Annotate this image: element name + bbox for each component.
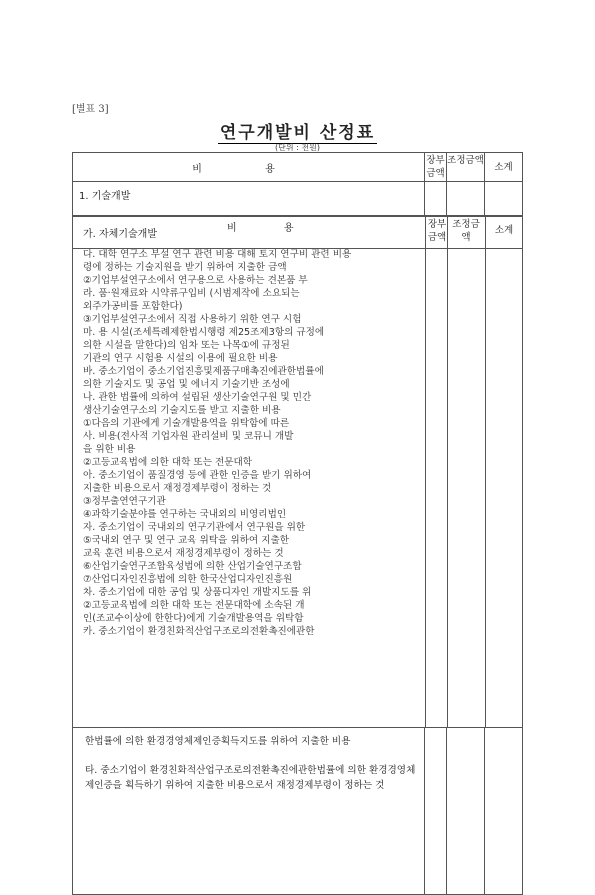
- body-line: ②고등교육법에 의한 대학 또는 전문대학: [83, 457, 253, 468]
- body-line: 을 위한 비용: [83, 444, 136, 455]
- body-cell: [73, 216, 523, 728]
- body-line: 아. 중소기업이 품질경영 등에 관한 인증을 받기 위하여: [83, 470, 312, 481]
- page-label: [별표 3]: [72, 104, 109, 115]
- body-line: 다. 대학 연구소 부설 연구 관련 비용 대해 토지 연구비 관련 비용: [83, 249, 352, 260]
- body-line: 나. 관한 법률에 의하여 설립된 생산기술연구원 및 민간: [83, 392, 312, 403]
- body-line: ③정부출연연구기관: [83, 496, 166, 507]
- subsection-label: 가. 자체기술개발: [83, 229, 157, 240]
- section-technology-development: 1. 기술개발: [73, 182, 425, 216]
- body-line: ⑦산업디자인진흥법에 의한 한국산업디자인진흥원: [83, 574, 293, 585]
- subsection-adjusted-amount: 조정금액: [452, 219, 480, 243]
- tail-line: 타. 중소기업이 환경친화적산업구조로의전환촉진에관한법률에 의한 환경경영체제인증을 획득하기 위하여 지출한 비용으로서 재정경제부령이 정하는 것: [85, 765, 416, 791]
- body-line: 교육 훈련 비용으로서 재정경제부령이 정하는 것: [83, 548, 284, 559]
- unit-label: (단위 : 천원): [275, 143, 320, 152]
- body-line: 마. 용 시설(조세특례제한법시행령 제25조제3항의 규정에: [83, 327, 325, 338]
- body-line: ②기업부설연구소에서 연구용으로 사용하는 견본품 부: [83, 275, 308, 286]
- header-adjusted-amount: 조정금액: [447, 153, 485, 182]
- body-line: ②고등교육법에 의한 대학 또는 전문대학에 소속된 개: [83, 600, 305, 611]
- body-line: 차. 중소기업에 대한 공업 및 상품디자인 개발지도를 위: [83, 587, 312, 598]
- body-row: [73, 216, 523, 728]
- table-header-row: [73, 153, 523, 182]
- body-line: ⑤국내외 연구 및 연구 교육 위탁을 위하여 지출한: [83, 535, 290, 546]
- body-line: ③기업부설연구소에서 직접 사용하기 위한 연구 시험: [83, 314, 302, 325]
- body-line: ⑥산업기술연구조합육성법에 의한 산업기술연구조합: [83, 561, 302, 572]
- cost-table: [72, 152, 523, 895]
- body-line: 의한 시설을 말한다)의 임차 또는 나목①에 규정된: [83, 340, 290, 351]
- body-line: 기관의 연구 시험용 시설의 이용에 필요한 비용: [83, 353, 278, 364]
- tail-cell: [73, 728, 425, 895]
- body-line: 카. 중소기업이 환경친화적산업구조로의전환촉진에관한: [83, 626, 315, 637]
- body-line: 사. 비용(전사적 기업자원 관리설비 및 코뮤니 개발: [83, 431, 294, 442]
- body-line: 인(조교수이상에 한한다)에게 기술개발용역을 위탁함: [83, 613, 304, 624]
- body-line: ④과학기술분야를 연구하는 국내외의 비영리법인: [83, 509, 287, 520]
- document-title-text: 연구개발비 산정표: [219, 123, 376, 143]
- body-line: 라. 품·원재료와 시약류구입비 (시범제작에 소요되는: [83, 288, 300, 299]
- body-line: 자. 중소기업이 국내외의 연구기관에서 연구원을 위한: [83, 522, 306, 533]
- subsection-book-amount: 장부금액: [427, 219, 447, 243]
- header-subtotal: 소계: [485, 153, 523, 182]
- subsection-subtotal: 소계: [494, 225, 514, 236]
- body-line: 의한 기술지도 및 공업 및 에너지 기술기반 조성에: [83, 379, 290, 390]
- subsection-cost: 비 용: [227, 223, 316, 234]
- body-line: ①다음의 기관에게 기술개발용역을 위탁함에 따른: [83, 418, 290, 429]
- header-cost: 비 용: [73, 153, 425, 182]
- body-text-lines: [83, 248, 514, 638]
- tail-row: [73, 728, 523, 895]
- body-line: 지출한 비용으로서 재정경제부령이 정하는 것: [83, 483, 272, 494]
- body-line: 령에 정하는 기술지원을 받기 위하여 지출한 금액: [83, 262, 287, 273]
- tail-line: 한법률에 의한 환경경영체제인증획득지도를 위하여 지출한 비용: [85, 736, 351, 747]
- document-title: [0, 118, 595, 143]
- body-line: 외주가공비를 포함한다): [83, 301, 183, 312]
- body-line: 생산기술연구소의 기술지도를 받고 지출한 비용: [83, 405, 281, 416]
- header-book-amount: 장부금액: [425, 153, 447, 182]
- section-row: [73, 182, 523, 216]
- body-line: 바. 중소기업이 중소기업진흥및제품구매촉진에관한법률에: [83, 366, 324, 377]
